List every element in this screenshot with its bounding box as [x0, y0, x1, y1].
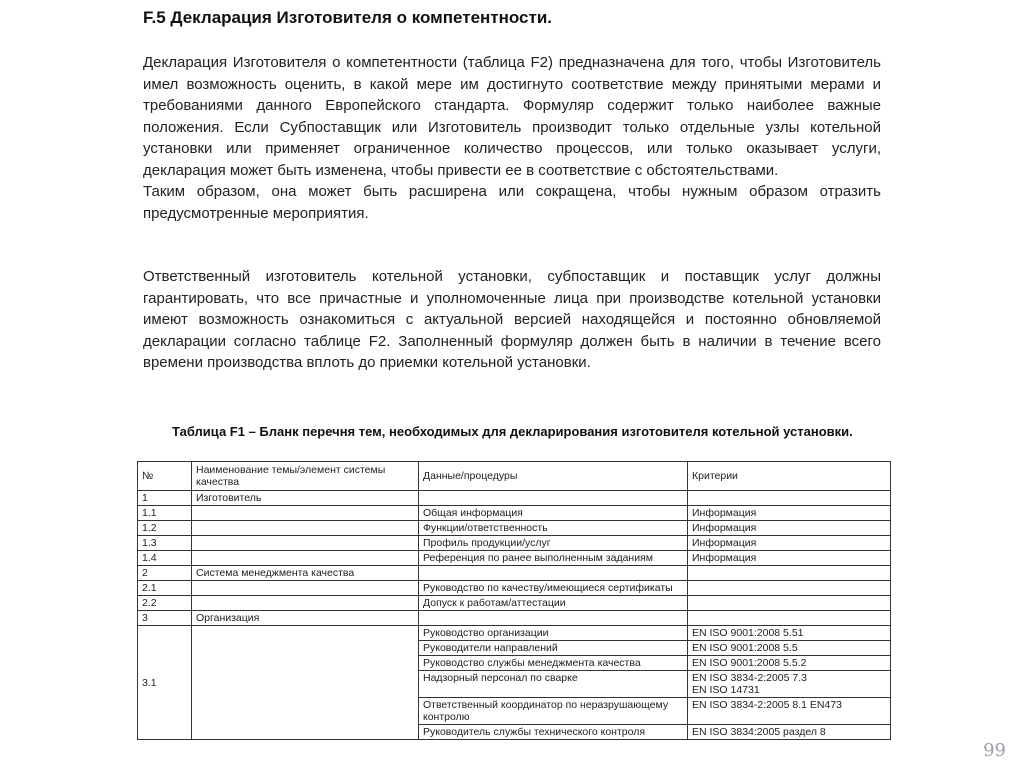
- row-number: 3: [138, 611, 192, 626]
- row-topic: [192, 536, 419, 551]
- intro-text-continued: Таким образом, она может быть расширена или сокращена, чтобы нужным образом отразить предусмотренные мероприятия.: [143, 183, 881, 222]
- row-data: Руководство организации: [419, 626, 688, 641]
- row-criteria: [688, 581, 891, 596]
- row-criteria: Информация: [688, 536, 891, 551]
- row-criteria: EN ISO 3834-2:2005 7.3 EN ISO 14731: [688, 671, 891, 698]
- row-criteria: Информация: [688, 521, 891, 536]
- row-data: Руководство службы менеджмента качества: [419, 656, 688, 671]
- row-topic: [192, 626, 419, 740]
- row-number: 3.1: [138, 626, 192, 740]
- row-data: Руководство по качеству/имеющиеся сертификаты: [419, 581, 688, 596]
- row-number: 2.2: [138, 596, 192, 611]
- row-topic: Организация: [192, 611, 419, 626]
- table-row: [138, 626, 891, 641]
- table-row: [138, 551, 891, 566]
- row-criteria: EN ISO 3834-2:2005 8.1 EN473: [688, 698, 891, 725]
- row-number: 2: [138, 566, 192, 581]
- row-number: 1.4: [138, 551, 192, 566]
- row-number: 1: [138, 491, 192, 506]
- row-data: Надзорный персонал по сварке: [419, 671, 688, 698]
- table-row: [138, 521, 891, 536]
- row-data: Ответственный координатор по неразрушающему контролю: [419, 698, 688, 725]
- table-row: [138, 581, 891, 596]
- page-number: 99: [983, 740, 1006, 761]
- row-topic: Изготовитель: [192, 491, 419, 506]
- header-criteria: Критерии: [688, 462, 891, 491]
- row-data: Общая информация: [419, 506, 688, 521]
- header-topic: Наименование темы/элемент системы качества: [192, 462, 419, 491]
- table-row: [138, 536, 891, 551]
- intro-paragraph: [143, 52, 881, 224]
- table-row: [138, 611, 891, 626]
- header-number: №: [138, 462, 192, 491]
- intro-text: Декларация Изготовителя о компетентности (таблица F2) предназначена для того, чтобы Изготовитель имел возможность оценить, в какой мере им достигнуто соответствие между принятыми мерами и требованиями данного Европейского стандарта. Формуляр содержит только наиболее важные положения. Если Субпоставщик или Изготовитель производит только отдельные узлы котельной установки или применяет ограниченное количество процессов, или только оказывает услуги, декларация может быть изменена, чтобы привести ее в соответствие с обстоятельствами.: [143, 54, 881, 179]
- table-row: [138, 506, 891, 521]
- row-topic: Система менеджмента качества: [192, 566, 419, 581]
- responsibility-paragraph: [143, 266, 881, 374]
- row-number: 1.3: [138, 536, 192, 551]
- row-number: 1.1: [138, 506, 192, 521]
- table-row: [138, 596, 891, 611]
- row-criteria: Информация: [688, 551, 891, 566]
- header-data: Данные/процедуры: [419, 462, 688, 491]
- row-criteria: [688, 596, 891, 611]
- row-data: [419, 491, 688, 506]
- section-heading: F.5 Декларация Изготовителя о компетентности.: [143, 8, 553, 27]
- row-topic: [192, 551, 419, 566]
- row-data: Референция по ранее выполненным заданиям: [419, 551, 688, 566]
- row-data: [419, 611, 688, 626]
- row-criteria: Информация: [688, 506, 891, 521]
- row-topic: [192, 596, 419, 611]
- row-criteria: EN ISO 3834:2005 раздел 8: [688, 725, 891, 740]
- row-number: 2.1: [138, 581, 192, 596]
- row-topic: [192, 521, 419, 536]
- row-data: Руководители направлений: [419, 641, 688, 656]
- row-number: 1.2: [138, 521, 192, 536]
- row-data: [419, 566, 688, 581]
- row-criteria: [688, 566, 891, 581]
- topics-table: [137, 461, 891, 740]
- row-topic: [192, 581, 419, 596]
- row-topic: [192, 506, 419, 521]
- row-criteria: [688, 491, 891, 506]
- table-row: [138, 566, 891, 581]
- row-criteria: EN ISO 9001:2008 5.51: [688, 626, 891, 641]
- responsibility-text: Ответственный изготовитель котельной установки, субпоставщик и поставщик услуг должны гарантировать, что все причастные и уполномоченные лица при производстве котельной установки имеют возможность ознакомиться с актуальной версией находящейся и постоянно обновляемой декларации согласно таблице F2. Заполненный формуляр должен быть в наличии в течение всего времени производства вплоть до приемки котельной установки.: [143, 268, 881, 371]
- row-data: Профиль продукции/услуг: [419, 536, 688, 551]
- row-data: Допуск к работам/аттестации: [419, 596, 688, 611]
- row-data: Руководитель службы технического контроля: [419, 725, 688, 740]
- table-title: Таблица F1 – Бланк перечня тем, необходимых для декларирования изготовителя котельной установки.: [172, 424, 853, 439]
- table-row: [138, 491, 891, 506]
- row-criteria: EN ISO 9001:2008 5.5.2: [688, 656, 891, 671]
- row-data: Функции/ответственность: [419, 521, 688, 536]
- row-criteria: EN ISO 9001:2008 5.5: [688, 641, 891, 656]
- row-criteria: [688, 611, 891, 626]
- table-header-row: [138, 462, 891, 491]
